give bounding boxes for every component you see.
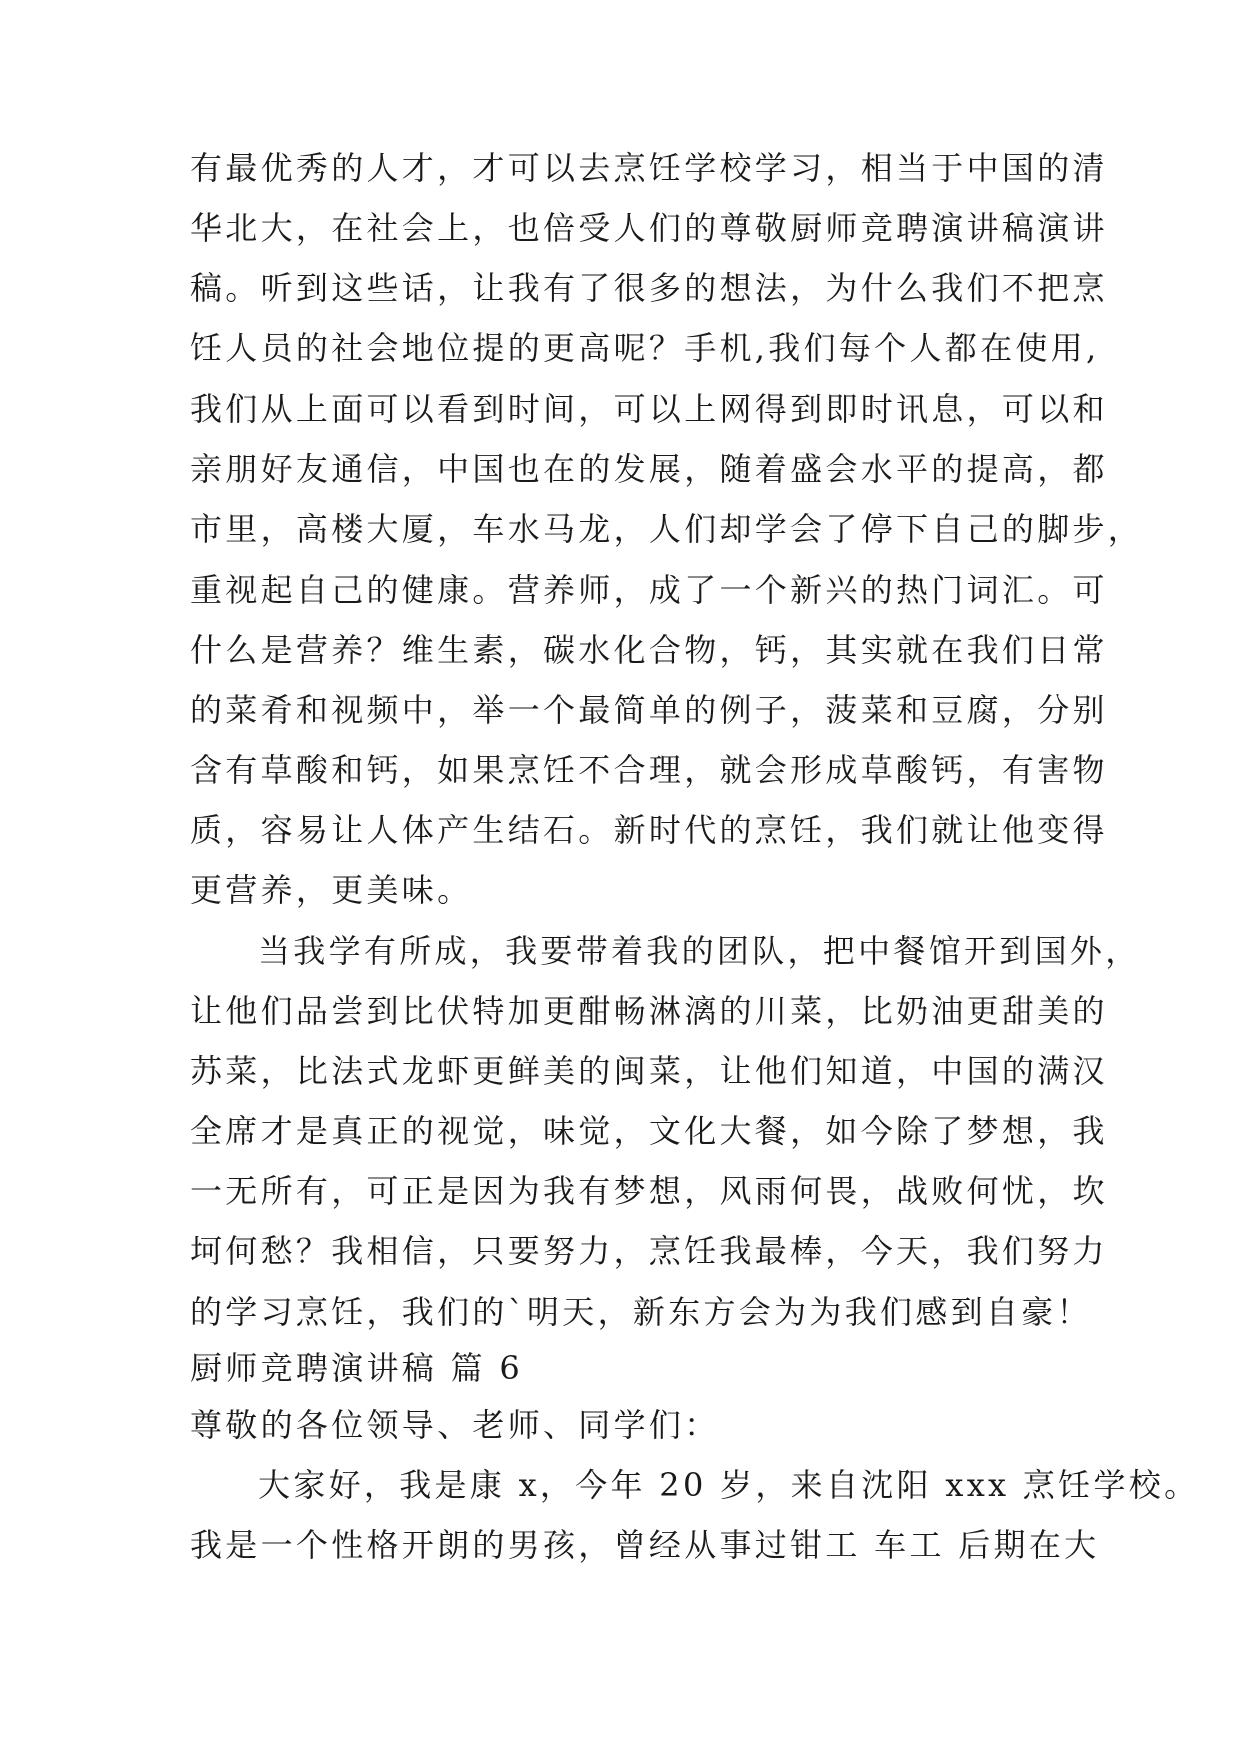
- text-line: 亲朋好友通信，中国也在的发展，随着盛会水平的提高，都: [190, 450, 1108, 488]
- text-line: 质，容易让人体产生结石。新时代的烹饪，我们就让他变得: [190, 811, 1108, 849]
- text-line: 的学习烹饪，我们的`明天，新东方会为为我们感到自豪！: [190, 1293, 1092, 1331]
- text-line: 有最优秀的人才，才可以去烹饪学校学习，相当于中国的清: [190, 149, 1108, 187]
- salutation: 尊敬的各位领导、老师、同学们：: [190, 1406, 720, 1444]
- paragraph-first-line: 大家好，我是康 x，今年 20 岁，来自沈阳 xxx 烹饪学校。: [258, 1466, 1200, 1504]
- text-line: 全席才是真正的视觉，味觉，文化大餐，如今除了梦想，我: [190, 1112, 1108, 1150]
- text-line: 更营养，更美味。: [190, 871, 473, 909]
- text-line: 稿。听到这些话，让我有了很多的想法，为什么我们不把烹: [190, 269, 1108, 307]
- text-line: 我们从上面可以看到时间，可以上网得到即时讯息，可以和: [190, 390, 1108, 428]
- text-line: 饪人员的社会地位提的更高呢？手机,我们每个人都在使用,: [190, 329, 1100, 367]
- text-line: 重视起自己的健康。营养师，成了一个新兴的热门词汇。可: [190, 571, 1108, 609]
- text-line: 苏菜，比法式龙虾更鲜美的闽菜，让他们知道，中国的满汉: [190, 1052, 1108, 1090]
- text-line: 含有草酸和钙，如果烹饪不合理，就会形成草酸钙，有害物: [190, 751, 1108, 789]
- text-line: 一无所有，可正是因为我有梦想，风雨何畏，战败何忧，坎: [190, 1172, 1108, 1210]
- text-line: 什么是营养？维生素，碳水化合物，钙，其实就在我们日常: [190, 631, 1108, 669]
- text-line: 让他们品尝到比伏特加更酣畅淋漓的川菜，比奶油更甜美的: [190, 992, 1108, 1030]
- paragraph-first-line: 当我学有所成，我要带着我的团队，把中餐馆开到国外，: [258, 932, 1141, 970]
- section-heading: 厨师竞聘演讲稿 篇 6: [190, 1349, 524, 1387]
- text-line: 的菜肴和视频中，举一个最简单的例子，菠菜和豆腐，分别: [190, 691, 1108, 729]
- text-line: 坷何愁？我相信，只要努力，烹饪我最棒，今天，我们努力: [190, 1232, 1108, 1270]
- text-line: 我是一个性格开朗的男孩，曾经从事过钳工 车工 后期在大: [190, 1526, 1100, 1564]
- text-line: 市里，高楼大厦，车水马龙，人们却学会了停下自己的脚步，: [190, 510, 1144, 548]
- text-line: 华北大，在社会上，也倍受人们的尊敬厨师竞聘演讲稿演讲: [190, 209, 1108, 247]
